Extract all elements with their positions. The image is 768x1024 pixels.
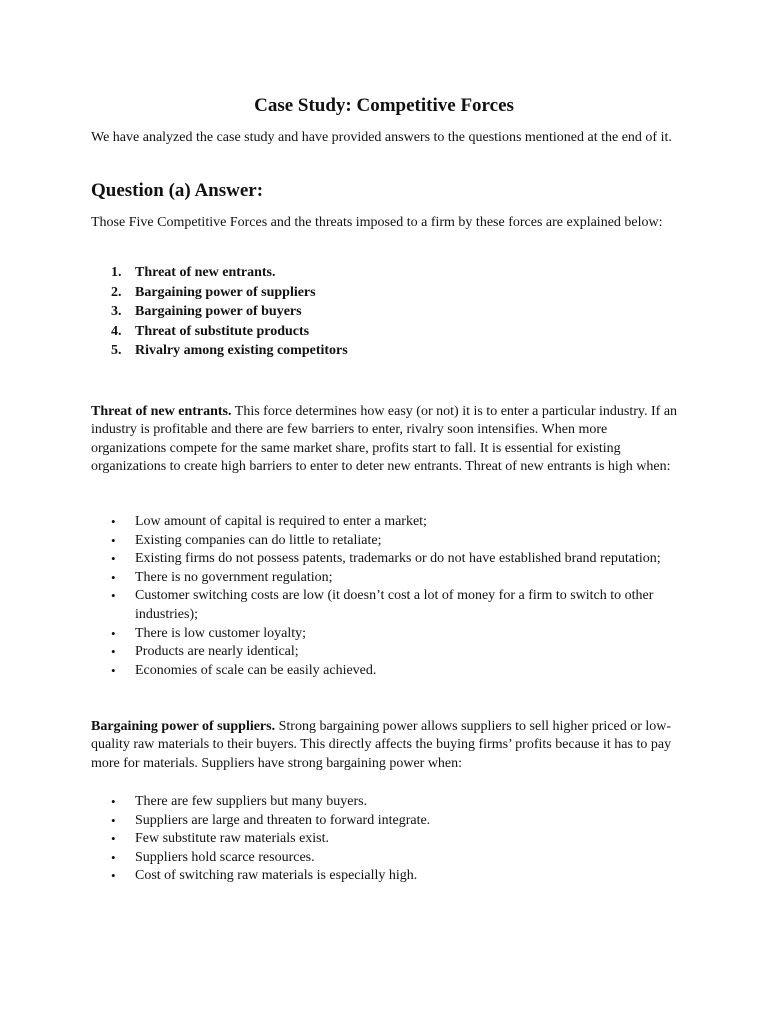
list-item: • Low amount of capital is required to enter a market; <box>91 513 681 532</box>
new-entrants-paragraph <box>91 403 681 477</box>
list-item: • Suppliers hold scarce resources. <box>91 849 681 868</box>
suppliers-bullets <box>91 793 681 886</box>
list-item: 2. Bargaining power of suppliers <box>111 284 316 300</box>
bullet-icon: • <box>111 662 116 678</box>
bullet-icon: • <box>111 588 116 604</box>
bullet-icon: • <box>111 794 116 809</box>
question-heading: Question (a) Answer: <box>91 180 264 201</box>
bullet-icon: • <box>111 868 116 884</box>
new-entrants-lead: Threat of new entrants. <box>91 404 232 419</box>
bullet-icon: • <box>111 569 116 585</box>
list-item: • Existing firms do not possess patents, trademarks or do not have established brand reputation; <box>91 550 681 569</box>
intro-paragraph: We have analyzed the case study and have provided answers to the questions mentioned at the end of it. <box>91 130 672 145</box>
bullet-icon: • <box>111 625 116 641</box>
suppliers-body: Strong bargaining power allows suppliers to sell higher priced or low-quality raw materials to their buyers. This directly affects the buying firms’ profits because it has to pay more for materials. Suppliers have strong bargaining power when: <box>91 719 672 771</box>
list-item: 5. Rivalry among existing competitors <box>111 343 348 359</box>
bullet-icon: • <box>111 551 116 567</box>
list-item: • Customer switching costs are low (it doesn’t cost a lot of money for a firm to switch to other industries); <box>111 588 654 622</box>
bullet-icon: • <box>111 849 116 865</box>
forces-intro-paragraph: Those Five Competitive Forces and the threats imposed to a firm by these forces are explained below: <box>91 215 663 230</box>
list-item: 3. Bargaining power of buyers <box>111 304 302 320</box>
bullet-icon: • <box>111 812 116 828</box>
suppliers-paragraph <box>91 718 681 773</box>
list-item: • Economies of scale can be easily achieved. <box>91 662 681 681</box>
suppliers-lead: Bargaining power of suppliers. <box>91 719 276 734</box>
list-item: • There are few suppliers but many buyers. <box>91 793 681 812</box>
new-entrants-bullets <box>91 513 681 680</box>
bullet-icon: • <box>111 831 116 847</box>
new-entrants-body: This force determines how easy (or not) it is to enter a particular industry. If an industry is profitable and there are few barriers to enter, rivalry soon intensifies. When more organizations compete for the same market share, profits start to fall. It is essential for existing organizations to create high barriers to enter to deter new entrants. Threat of new entrants is high when: <box>91 404 678 475</box>
document-title: Case Study: Competitive Forces <box>254 95 514 116</box>
bullet-icon: • <box>111 532 116 548</box>
list-item: • Suppliers are large and threaten to forward integrate. <box>91 812 681 831</box>
list-item: • Few substitute raw materials exist. <box>91 830 681 849</box>
list-item: • Cost of switching raw materials is especially high. <box>91 867 681 886</box>
list-item: 4. Threat of substitute products <box>111 323 310 339</box>
list-item: • There is low customer loyalty; <box>91 625 681 644</box>
list-item: • Products are nearly identical; <box>91 643 681 662</box>
list-item: • There is no government regulation; <box>91 569 681 588</box>
list-item: 1. Threat of new entrants. <box>111 265 276 280</box>
bullet-icon: • <box>111 644 116 660</box>
list-item: • Existing companies can do little to retaliate; <box>91 532 681 551</box>
bullet-icon: • <box>111 514 116 529</box>
forces-list <box>91 263 681 361</box>
